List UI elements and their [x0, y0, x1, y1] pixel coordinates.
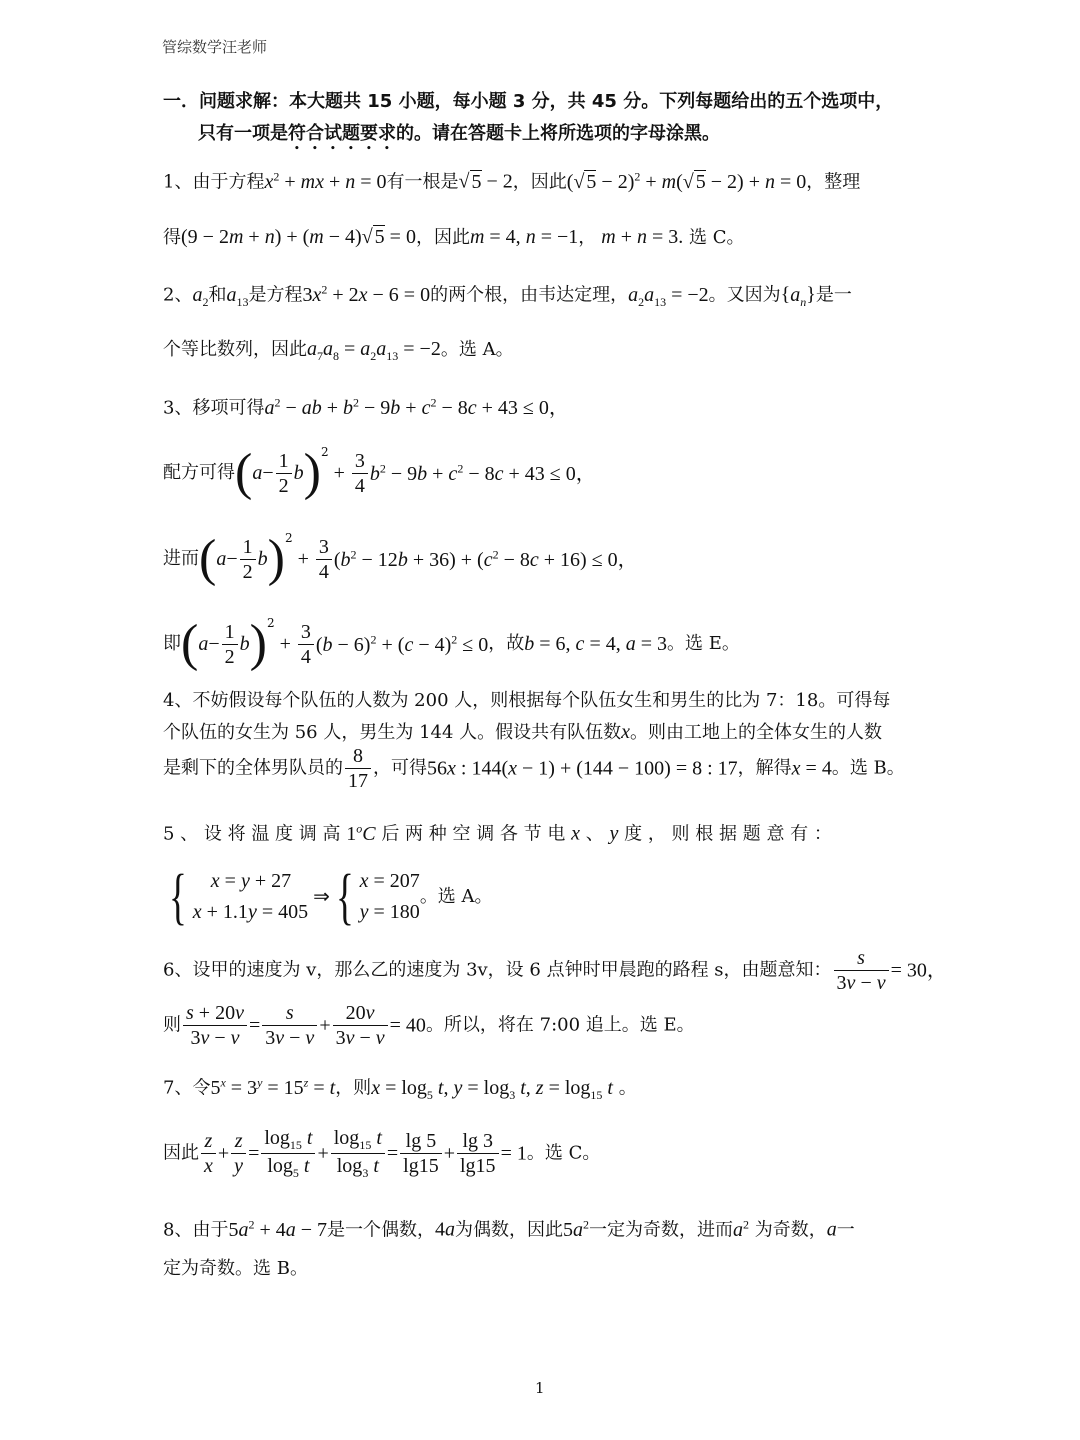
q3-line1: 3、移项可得$a^2$ − ab + $b^2 - 9b + c^2 - 8c + 43 \le 0$， [163, 395, 569, 419]
q3-line4: 即(a− $\frac{1}{2}$ b)$^2$ + $\frac{3}{4}$ $(b - 6)^2 + (c - 4)^2 \le 0$，故b = 6, c = 4, a = 3。选 E。 [163, 615, 740, 672]
q2-text: 和 [208, 284, 227, 306]
q6-text: 。所以，将在 7:00 追上。选 E。 [425, 1014, 695, 1036]
q5-text: 度 ， 则 根 据 题 意 有 ： [624, 823, 832, 845]
q8-text: 为奇数， [754, 1219, 827, 1241]
q2-text: 个等比数列，因此 [163, 339, 307, 360]
page-header: 管综数学汪老师 [162, 38, 268, 56]
q3-line2: 配方可得(a− $\frac{1}{2}$ b)$^2$ + $\frac{3}{4}$ $b^2 - 9b + c^2 - 8c + 43 \le 0$， [163, 444, 596, 501]
q8-text: 8、由于 [163, 1219, 229, 1241]
q1-text: 有一根是 [386, 171, 459, 193]
section-heading: 一．问题求解：本大题共 15 小题，每小题 3 分，共 45 分。下列每题给出的五个选项中， [163, 91, 894, 112]
q3-line3: 进而(a− $\frac{1}{2}$ b)$^2$ + $\frac{3}{4}$ $(b^2 - 12b + 36) + (c^2 - 8c + 16) \le 0$， [163, 530, 638, 587]
q4-text: 是剩下的全体男队员的 [163, 757, 343, 779]
q1-text: 1、由于方程 [163, 171, 265, 193]
q6-line1: 6、设甲的速度为 v，那么乙的速度为 3v，设 6 点钟时甲晨跑的路程 s，由题意知： $\frac{s}{3v - v}$ = 30， [163, 947, 947, 994]
section-cont-c: 的。请在答题卡上将所选项的字母涂黑。 [396, 123, 720, 144]
q7-line1: 7、令$5^x = 3^y = 15^z = t$，则$x = \log_5 t$, $y = \log_3 t$, $z = \log_{15} t$ 。 [163, 1075, 637, 1102]
q5-text: 5 、 设 将 温 度 调 高 [163, 823, 341, 845]
q3-text: 即 [163, 633, 181, 654]
section-cont-b: 符合试题要求 [288, 123, 396, 144]
q8-line2: 定为奇数。选 B。 [163, 1258, 308, 1279]
q8-text: 一定为奇数，进而 [589, 1219, 734, 1241]
q7-line2: 因此 $\frac{z}{x}$ + $\frac{z}{y}$ = $\frac{\log_{15} t}{\log_5 t}$ + $\frac{\log_{15} t}{\log_3 t}$ = $\frac{\lg 5}{\lg 15}$ + $\frac{\lg 3}{\lg 15}$ = 1。选 C。 [163, 1127, 601, 1180]
q3-text: 3、移项可得 [163, 397, 265, 419]
q3-text: 配方可得 [163, 462, 235, 483]
q5-text: 、 [585, 823, 604, 845]
section-cont-a: 只有一项是 [198, 123, 288, 144]
q1-line1: 1、由于方程$x^2$ + mx + n = 0有一根是√ 5 − 2，因此(√ 5 − 2)$^2$ + m(√ 5 − 2) + n = 0，整理 [163, 169, 861, 193]
q3-text: 进而 [163, 548, 199, 569]
q1-text: ，因此 [415, 227, 470, 248]
q5-line1: 5 、 设 将 温 度 调 高 1$^o$C 后 两 种 空 调 各 节 电 x 、 y 度 ， 则 根 据 题 意 有 ： [163, 821, 832, 845]
q2-line2: 个等比数列，因此$a_7a_8 = a_2a_{13} = -2$。选 A。 [163, 338, 514, 363]
q1-text: ，整理 [806, 171, 861, 193]
q2-text: 是方程 [248, 284, 303, 306]
q6-text: 则 [163, 1014, 181, 1036]
q4-text: 。则由工地上的全体女生的人数 [630, 722, 883, 743]
q1-text: ， [578, 227, 597, 248]
q2-line1: 2、$a_2$和$a_{13}$是方程$3x^2 + 2x - 6 = 0$的两个根，由韦达定理，$a_2a_{13} = -2$。又因为$\{a_n\}$是一 [163, 282, 852, 309]
q4-line2: 个队伍的女生为 56 人，男生为 144 人。假设共有队伍数x。则由工地上的全体女生的人数 [163, 721, 883, 743]
q1-line2: 得(9 − 2m + n) + (m − 4)√ 5 = 0，因此m = 4, n = −1， m + n = 3. 选 C。 [163, 226, 745, 248]
q4-text: 。选 B。 [831, 757, 905, 779]
q5-system: { x = y + 27 x + 1.1y = 405 ⇒{ x = 207 y = 180。选 A。 [168, 863, 493, 931]
q8-line1: 8、由于$5a^2 + 4a - 7$是一个偶数，4a为偶数，因此$5a^2$一定为奇数，进而$a^2$ 为奇数，a一 [163, 1217, 855, 1241]
q6-text: 6、设甲的速度为 v，那么乙的速度为 3v，设 6 点钟时甲晨跑的路程 s，由题意知： [163, 959, 832, 981]
q3-text: ，故 [488, 633, 525, 654]
q3-text: 。选 E。 [667, 633, 740, 654]
q7-text: 因此 [163, 1142, 199, 1164]
q1-text: 选 C。 [689, 227, 745, 248]
q7-text: ，则 [335, 1077, 372, 1099]
q5-text: 后 两 种 空 调 各 节 电 [381, 823, 566, 845]
q4-line1: 4、不妨假设每个队伍的人数为 200 人，则根据每个队伍女生和男生的比为 7：18。可得每 [163, 690, 891, 711]
q2-text: 2、 [163, 284, 193, 306]
q8-text: 是一个偶数， [327, 1219, 436, 1241]
q2-text: 的两个根，由韦达定理， [430, 284, 629, 306]
q7-text: 。选 C。 [526, 1142, 601, 1164]
q8-text: 一 [836, 1219, 855, 1241]
q4-line3: 是剩下的全体男队员的 $\frac{8}{17}$ ，可得56x : 144(x − 1) + (144 − 100) = 8 : 17，解得x = 4。选 B。 [163, 745, 905, 792]
q2-text: 是一 [815, 284, 852, 306]
q7-text: 7、令 [163, 1077, 211, 1099]
q1-text: ，因此 [512, 171, 567, 193]
section-heading-cont [198, 123, 720, 154]
q4-text: ，可得 [373, 757, 427, 779]
q2-text: 。又因为 [708, 284, 781, 306]
q6-line2: 则 $\frac{s + 20v}{3v - v}$ = $\frac{s}{3v - v}$ + $\frac{20v}{3v - v}$ = 40。所以，将在 7:00 追上。选 E。 [163, 1002, 695, 1049]
q1-text: 得 [163, 227, 181, 248]
q4-text: 个队伍的女生为 56 人，男生为 144 人。假设共有队伍数 [163, 722, 622, 743]
page-number: 1 [535, 1379, 545, 1397]
q2-text: 。选 A。 [440, 339, 514, 360]
q5-text: 。选 A。 [419, 886, 493, 907]
q4-text: ，解得 [737, 757, 792, 779]
q8-text: 为偶数，因此 [455, 1219, 564, 1241]
